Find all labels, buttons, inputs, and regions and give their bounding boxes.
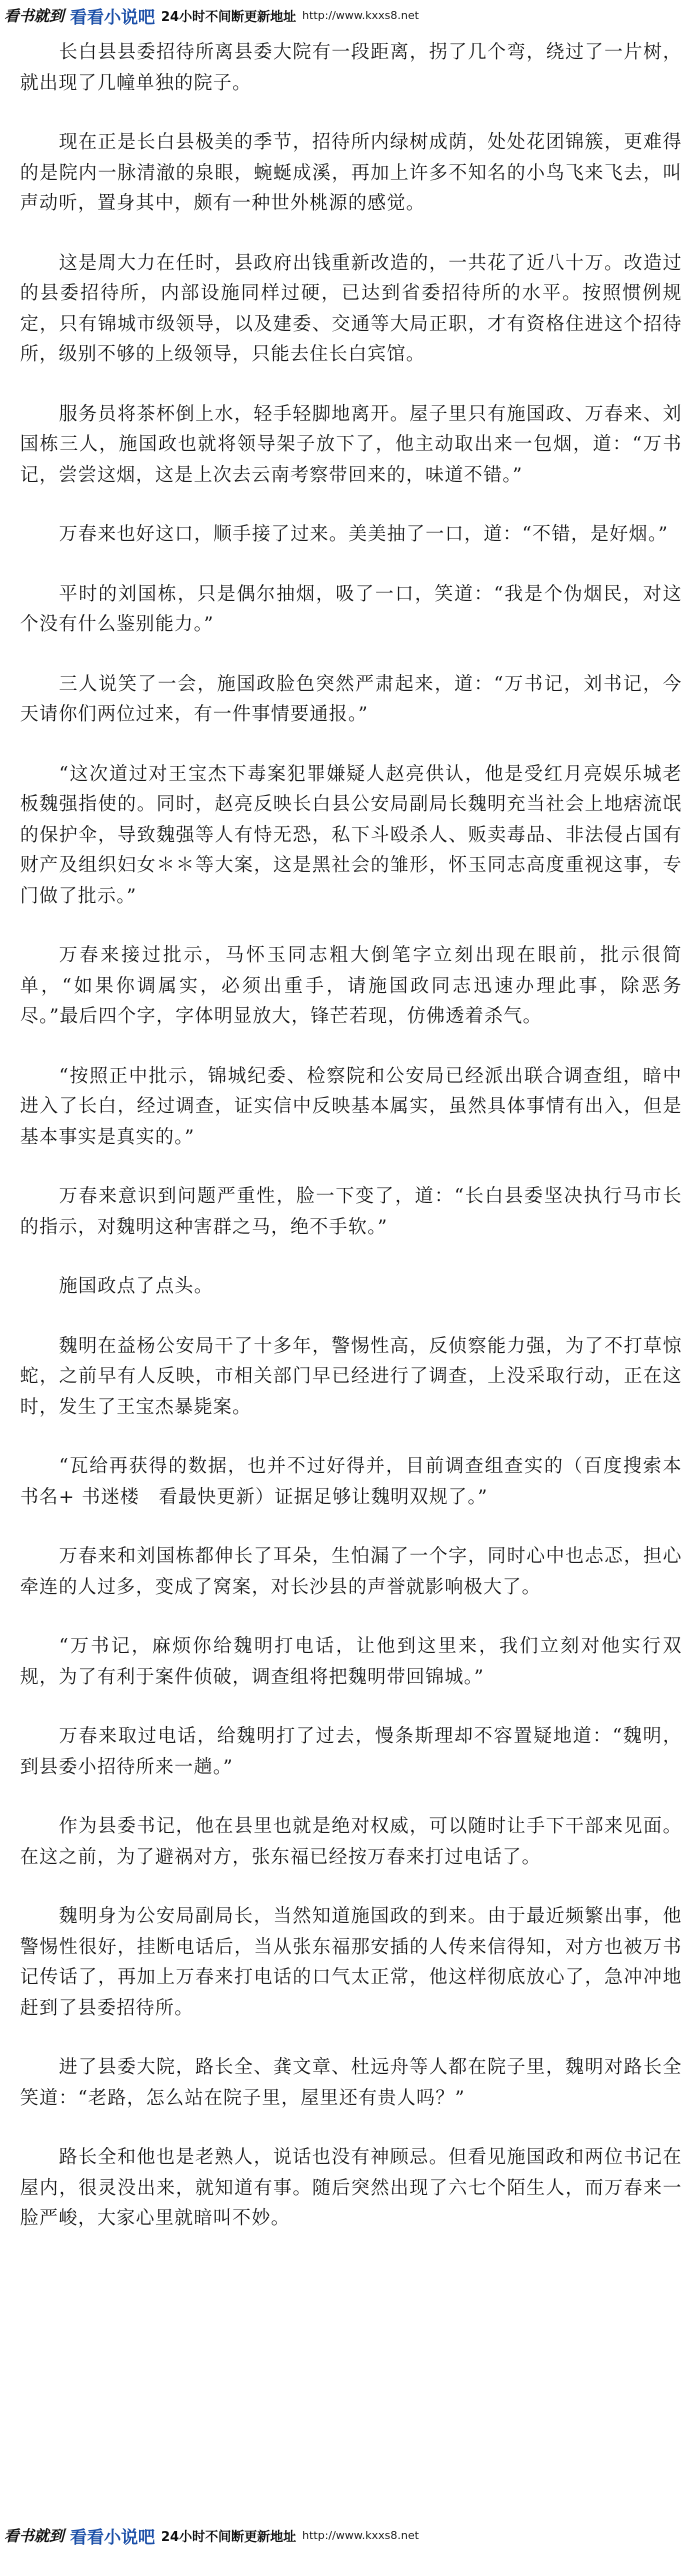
header-banner <box>0 0 700 30</box>
paragraph: 平时的刘国栋，只是偶尔抽烟，吸了一口，笑道：“我是个伪烟民，对这个没有什么鉴别能力。” <box>20 583 682 635</box>
paragraph: 长白县县委招待所离县委大院有一段距离，拐了几个弯，绕过了一片树，就出现了几幢单独的院子。 <box>20 42 682 94</box>
paragraph: 万春来意识到问题严重性，脸一下变了，道：“长白县委坚决执行马市长的指示，对魏明这种害群之马，绝不手软。” <box>20 1186 682 1238</box>
paragraph: 万春来取过电话，给魏明打了过去，慢条斯理却不容置疑地道：“魏明，到县委小招待所来一趟。” <box>20 1726 682 1778</box>
banner-lead-text: 看书就到 <box>4 6 65 25</box>
paragraph: “万书记，麻烦你给魏明打电话，让他到这里来，我们立刻对他实行双规，为了有利于案件侦破，调查组将把魏明带回锦城。” <box>20 1636 682 1688</box>
paragraph: 作为县委书记，他在县里也就是绝对权威，可以随时让手下干部来见面。在这之前，为了避祸对方，张东福已经按万春来打过电话了。 <box>20 1816 682 1868</box>
paragraph: 万春来和刘国栋都伸长了耳朵，生怕漏了一个字，同时心中也忐忑，担心牵连的人过多，变成了窝案，对长沙县的声誉就影响极大了。 <box>20 1546 682 1598</box>
paragraph: 路长全和他也是老熟人，说话也没有神顾忌。但看见施国政和两位书记在屋内，很灵没出来，就知道有事。随后突然出现了六七个陌生人，而万春来一脸严峻，大家心里就暗叫不妙。 <box>20 2147 682 2229</box>
paragraph: 这是周大力在任时，县政府出钱重新改造的，一共花了近八十万。改造过的县委招待所，内部设施同样过硬，已达到省委招待所的水平。按照惯例规定，只有锦城市级领导，以及建委、交通等大局正职，才有资格住进这个招待所，级别不够的上级领导，只能去住长白宾馆。 <box>20 252 682 365</box>
paragraph: 万春来也好这口，顺手接了过来。美美抽了一口，道：“不错，是好烟。” <box>58 524 669 545</box>
paragraph: 服务员将茶杯倒上水，轻手轻脚地离开。屋子里只有施国政、万春来、刘国栋三人，施国政也就将领导架子放下了，他主动取出来一包烟，道：“万书记，尝尝这烟，这是上次去云南考察带回来的，味道不错。” <box>20 403 682 486</box>
paragraph: “瓦给再获得的数据，也并不过好得并，目前调查组查实的（百度搜索本书名+ 书迷楼 看最快更新）证据足够让魏明双规了。” <box>20 1456 682 1508</box>
paragraph: 进了县委大院，路长全、龚文章、杜远舟等人都在院子里，魏明对路长全笑道：“老路，怎么站在院子里，屋里还有贵人吗？” <box>20 2057 682 2109</box>
paragraph: “这次道过对王宝杰下毒案犯罪嫌疑人赵亮供认，他是受红月亮娱乐城老板魏强指使的。同时，赵亮反映长白县公安局副局长魏明充当社会上地痞流氓的保护伞，导致魏强等人有恃无恐，私下斗殴杀人、贩卖毒品、非法侵占国有财产及组织妇女＊＊等大案，这是黑社会的雏形，怀玉同志高度重视这事，专门做了批示。” <box>20 763 682 907</box>
paragraph: 现在正是长白县极美的季节，招待所内绿树成荫，处处花团锦簇，更难得的是院内一脉清澈的泉眼，蜿蜒成溪，再加上许多不知名的小鸟飞来飞去，叫声动听，置身其中，颇有一种世外桃源的感觉。 <box>20 132 682 214</box>
banner-site-link[interactable]: 看看小说吧 <box>70 2527 156 2548</box>
chapter-body <box>0 34 700 2516</box>
banner-tail-text: 24小时不间断更新地址 <box>161 9 297 25</box>
paragraph: 施国政点了点头。 <box>58 1276 214 1297</box>
footer-banner <box>0 2520 700 2550</box>
paragraph: 魏明在益杨公安局干了十多年，警惕性高，反侦察能力强，为了不打草惊蛇，之前早有人反映，市相关部门早已经进行了调查，上没采取行动，正在这时，发生了王宝杰暴毙案。 <box>20 1335 682 1418</box>
banner-url-link[interactable]: http://www.kxxs8.net <box>302 2528 419 2542</box>
paragraph: 万春来接过批示，马怀玉同志粗大倒笔字立刻出现在眼前，批示很简单，“如果你调属实，必须出重手，请施国政同志迅速办理此事，除恶务尽。”最后四个字，字体明显放大，锋芒若现，仿佛透着杀气。 <box>20 945 682 1027</box>
banner-tail-text: 24小时不间断更新地址 <box>161 2529 297 2545</box>
banner-lead-text: 看书就到 <box>4 2526 65 2545</box>
paragraph: 魏明身为公安局副局长，当然知道施国政的到来。由于最近频繁出事，他警惕性很好，挂断电话后，当从张东福那安插的人传来信得知，对方也被万书记传话了，再加上万春来打电话的口气太正常，他这样彻底放心了，急冲冲地赶到了县委招待所。 <box>20 1906 682 2019</box>
paragraph: “按照正中批示，锦城纪委、检察院和公安局已经派出联合调查组，暗中进入了长白，经过调查，证实信中反映基本属实，虽然具体事情有出入，但是基本事实是真实的。” <box>20 1065 682 1148</box>
banner-url-link[interactable]: http://www.kxxs8.net <box>302 8 419 22</box>
banner-site-link[interactable]: 看看小说吧 <box>70 7 156 28</box>
paragraph: 三人说笑了一会，施国政脸色突然严肃起来，道：“万书记，刘书记，今天请你们两位过来，有一件事情要通报。” <box>20 673 682 725</box>
